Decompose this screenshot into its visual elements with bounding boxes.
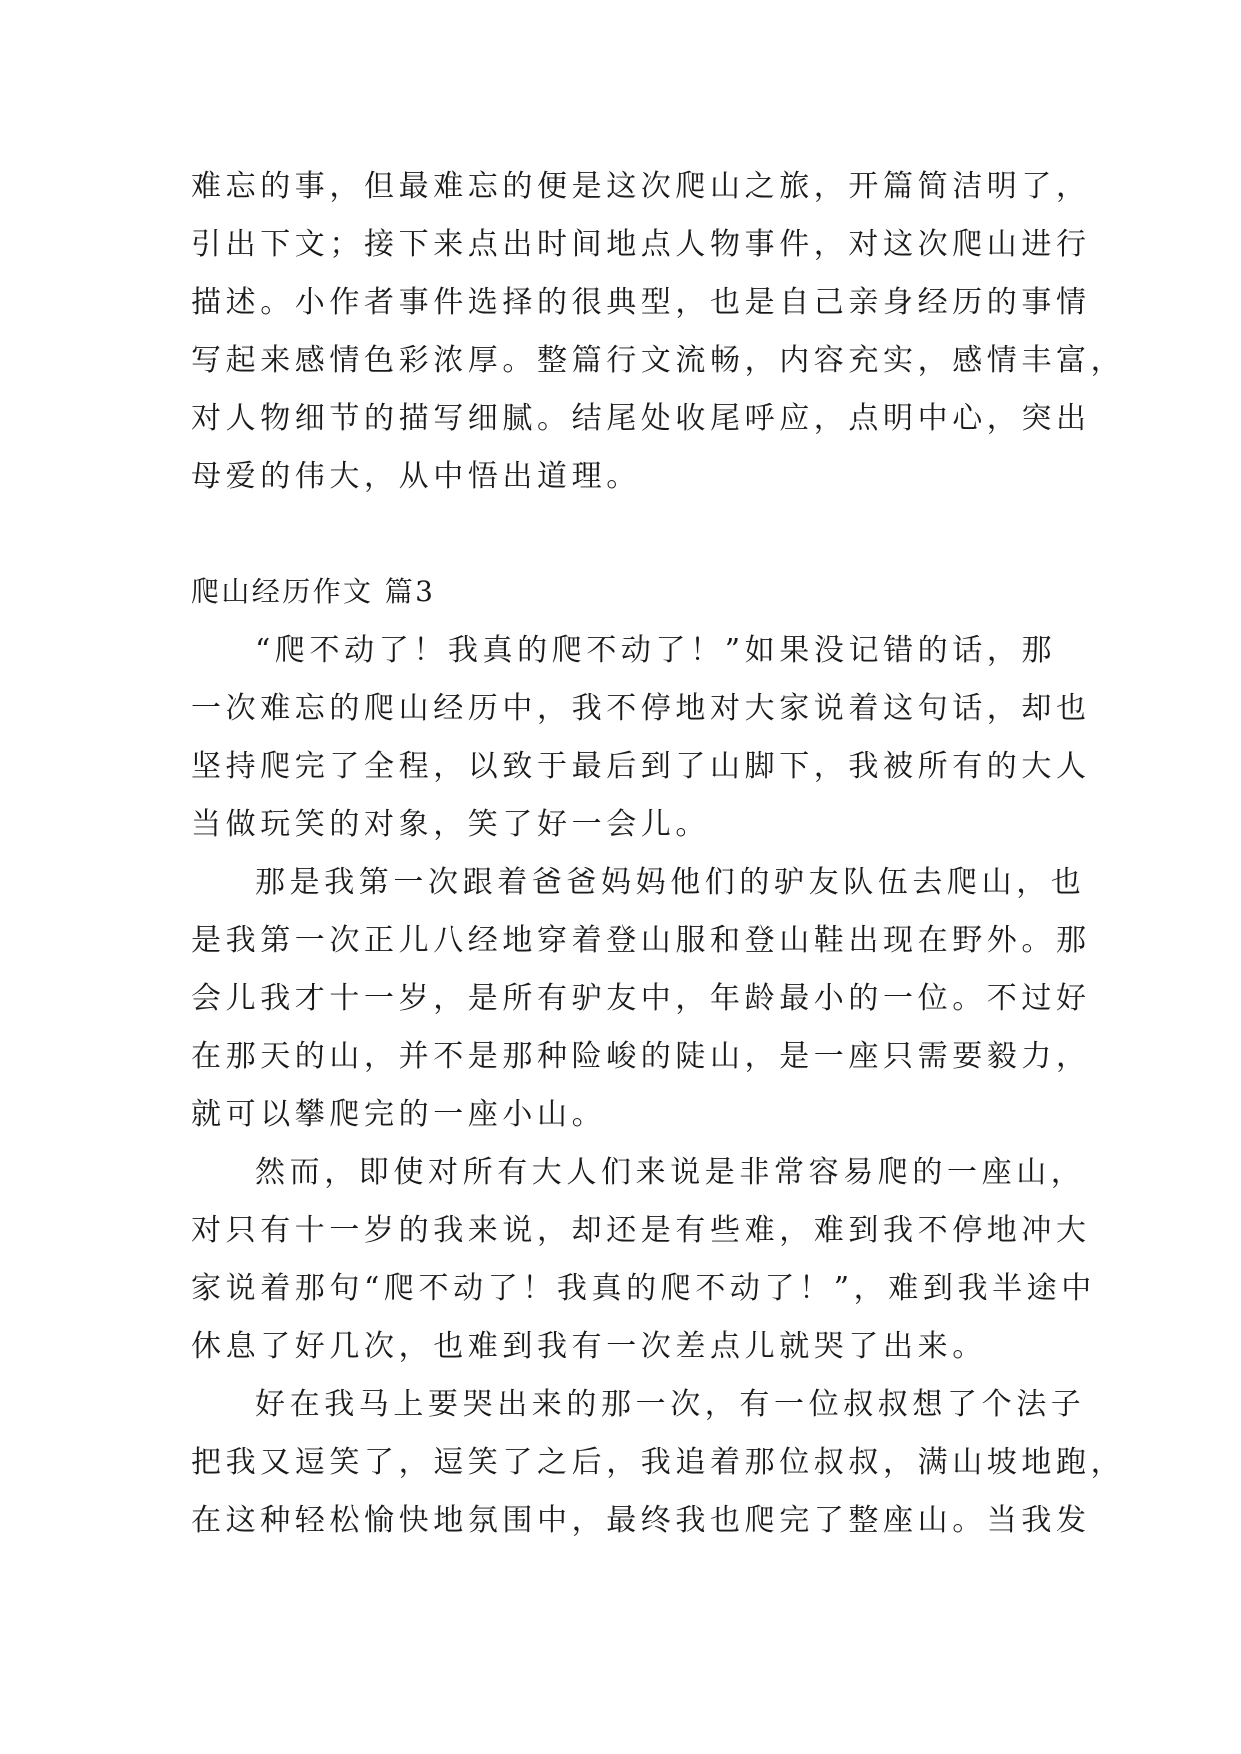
text-line: 对只有十一岁的我来说，却还是有些难，难到我不停地冲大: [191, 1213, 1091, 1248]
essay-title: 爬山经历作文 篇3: [191, 575, 436, 608]
text-line: 会儿我才十一岁，是所有驴友中，年龄最小的一位。不过好: [191, 981, 1091, 1016]
text-line: 然而，即使对所有大人们来说是非常容易爬的一座山，: [255, 1155, 1086, 1190]
text-line: 好在我马上要哭出来的那一次，有一位叔叔想了个法子: [255, 1387, 1086, 1422]
text-line: 一次难忘的爬山经历中，我不停地对大家说着这句话，却也: [191, 691, 1091, 726]
text-line: 描述。小作者事件选择的很典型，也是自己亲身经历的事情: [191, 285, 1091, 320]
text-line: 母爱的伟大，从中悟出道理。: [191, 459, 641, 494]
text-line: “爬不动了！我真的爬不动了！”如果没记错的话，那: [255, 633, 1057, 668]
text-line: 休息了好几次，也难到我有一次差点儿就哭了出来。: [191, 1329, 987, 1364]
text-line: 那是我第一次跟着爸爸妈妈他们的驴友队伍去爬山，也: [255, 865, 1086, 900]
essay-paragraph-2: [191, 854, 1091, 1144]
text-line: 家说着那句“爬不动了！我真的爬不动了！”，难到我半途中: [191, 1271, 1096, 1306]
text-line: 难忘的事，但最难忘的便是这次爬山之旅，开篇简洁明了，: [191, 169, 1091, 204]
text-line: 把我又逗笑了，逗笑了之后，我追着那位叔叔，满山坡地跑，: [191, 1445, 1126, 1480]
essay-paragraph-1: [191, 622, 1091, 854]
text-line: 在这种轻松愉快地氛围中，最终我也爬完了整座山。当我发: [191, 1503, 1091, 1538]
text-line: 在那天的山，并不是那种险峻的陡山，是一座只需要毅力，: [191, 1039, 1091, 1074]
text-line: 写起来感情色彩浓厚。整篇行文流畅，内容充实，感情丰富，: [191, 343, 1126, 378]
text-line: 是我第一次正儿八经地穿着登山服和登山鞋出现在野外。那: [191, 923, 1091, 958]
review-paragraph: [191, 158, 1126, 506]
text-line: 当做玩笑的对象，笑了好一会儿。: [191, 807, 710, 842]
essay-paragraph-3: [191, 1144, 1096, 1376]
text-line: 引出下文；接下来点出时间地点人物事件，对这次爬山进行: [191, 227, 1091, 262]
text-line: 对人物细节的描写细腻。结尾处收尾呼应，点明中心，突出: [191, 401, 1091, 436]
text-line: 坚持爬完了全程，以致于最后到了山脚下，我被所有的大人: [191, 749, 1091, 784]
text-line: 就可以攀爬完的一座小山。: [191, 1097, 607, 1132]
essay-paragraph-4: [191, 1376, 1126, 1550]
